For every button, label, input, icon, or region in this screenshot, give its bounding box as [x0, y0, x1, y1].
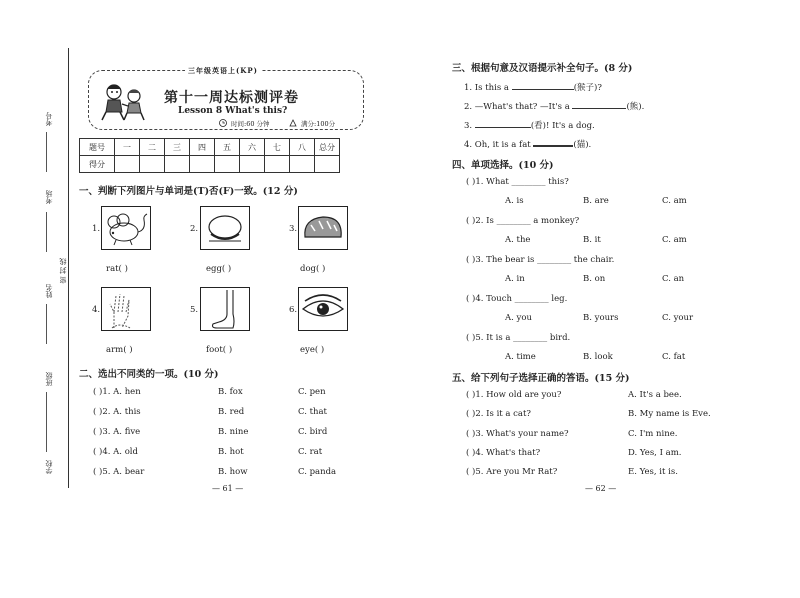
blank-school [46, 412, 47, 452]
hand-icon [102, 288, 150, 330]
score-cell: 题号 [80, 139, 115, 156]
picture-frame [200, 206, 250, 250]
score-input-cell[interactable] [115, 156, 140, 173]
score-input-cell[interactable] [290, 156, 315, 173]
sentence-part: 3. [464, 121, 475, 131]
option-b: B. are [583, 196, 609, 206]
option-c: C. rat [298, 447, 323, 457]
score-input-cell[interactable] [265, 156, 290, 173]
blank-exam-room [46, 212, 47, 252]
option-c: C. your [662, 313, 694, 323]
option-c: C. pen [298, 387, 326, 397]
picture-frame [298, 287, 348, 331]
sentence-part: 4. Oh, it is a fat [464, 140, 534, 150]
score-cell: 五 [215, 139, 240, 156]
option-c: C. panda [298, 467, 337, 477]
score-input-cell[interactable] [190, 156, 215, 173]
option-a: A. is [505, 196, 524, 206]
picture-frame [298, 206, 348, 250]
question-stem[interactable]: ( )1. A. hen [93, 387, 141, 397]
score-table-score-row [80, 156, 340, 173]
sentence-part: (熊). [626, 102, 645, 112]
egg-icon [201, 207, 249, 249]
option-c: C. am [662, 235, 687, 245]
fill-sentence [464, 100, 644, 112]
answer-blank[interactable] [533, 145, 573, 147]
option-c: C. bird [298, 427, 328, 437]
score-cell: 二 [140, 139, 165, 156]
option-a: A. the [505, 235, 531, 245]
sentence-part: (猴子)? [573, 83, 602, 93]
score-cell: 八 [290, 139, 315, 156]
answer-option: C. I'm nine. [628, 429, 678, 439]
clock-icon [218, 119, 230, 127]
mouse-icon [102, 207, 150, 249]
score-cell: 七 [265, 139, 290, 156]
option-b: B. look [583, 352, 613, 362]
score-table-header-row [80, 139, 340, 156]
item-number: 3. [289, 224, 298, 234]
option-b: B. fox [218, 387, 243, 397]
lesson-subtitle: Lesson 8 What's this? [178, 106, 288, 116]
word-choice[interactable]: rat( ) [106, 264, 128, 274]
score-input-cell[interactable] [140, 156, 165, 173]
option-b: B. hot [218, 447, 244, 457]
section2-title: 二、选出不同类的一项。(10 分) [79, 369, 219, 380]
question-stem[interactable]: ( )5. Are you Mr Rat? [466, 467, 558, 477]
sentence-part: (猫). [573, 140, 592, 150]
label-exam-number: 考号 [45, 112, 53, 126]
label-exam-room: 考场 [45, 190, 53, 204]
question-stem[interactable]: ( )3. A. five [93, 427, 141, 437]
section3-title: 三、根据句意及汉语提示补全句子。(8 分) [452, 63, 633, 74]
answer-option: A. It's a bee. [628, 390, 682, 400]
sentence-part: 2. —What's that? —It's a [464, 102, 573, 112]
question-stem[interactable]: ( )4. A. old [93, 447, 138, 457]
question-stem[interactable]: ( )5. A. bear [93, 467, 145, 477]
option-c: C. am [662, 196, 687, 206]
answer-blank[interactable] [512, 89, 574, 90]
picture-frame [101, 287, 151, 331]
fill-sentence [464, 119, 595, 131]
fill-sentence [464, 138, 591, 150]
item-number: 2. [190, 224, 199, 234]
word-choice[interactable]: egg( ) [206, 264, 232, 274]
picture-frame [101, 206, 151, 250]
answer-blank[interactable] [572, 108, 626, 109]
word-choice[interactable]: foot( ) [206, 345, 233, 355]
item-number: 5. [190, 305, 199, 315]
question-stem[interactable]: ( )2. Is ________ a monkey? [466, 216, 580, 226]
answer-blank[interactable] [475, 127, 531, 128]
score-input-cell[interactable] [215, 156, 240, 173]
eye-icon [299, 288, 347, 330]
label-name: 姓名 [45, 284, 53, 298]
word-choice[interactable]: dog( ) [300, 264, 326, 274]
sentence-part: (看)! It's a dog. [530, 121, 595, 131]
blank-exam-number [46, 132, 47, 172]
grade-tag: 三年级英语上(KP) [185, 66, 261, 76]
score-cell: 一 [115, 139, 140, 156]
section1-title: 一、判断下列图片与单词是(T)否(F)一致。(12 分) [79, 186, 298, 197]
score-cell: 四 [190, 139, 215, 156]
option-c: C. an [662, 274, 685, 284]
picture-frame [200, 287, 250, 331]
question-stem[interactable]: ( )4. What's that? [466, 448, 541, 458]
full-score: 满分:100分 [301, 120, 336, 128]
score-input-cell[interactable] [240, 156, 265, 173]
answer-option: E. Yes, it is. [628, 467, 678, 477]
exam-time: 时间:60 分钟 [231, 120, 270, 128]
blank-name [46, 304, 47, 344]
option-b: B. how [218, 467, 248, 477]
word-choice[interactable]: arm( ) [106, 345, 133, 355]
word-choice[interactable]: eye( ) [300, 345, 325, 355]
item-number: 6. [289, 305, 298, 315]
score-cell: 三 [165, 139, 190, 156]
answer-option: B. My name is Eve. [628, 409, 711, 419]
bread-icon [299, 207, 347, 249]
cartoon-kids-icon [98, 78, 150, 122]
section5-title: 五、给下列句子选择正确的答语。(15 分) [452, 373, 630, 384]
item-number: 4. [92, 305, 101, 315]
leg-icon [201, 288, 249, 330]
score-table [79, 138, 340, 173]
score-input-cell[interactable] [165, 156, 190, 173]
option-b: B. nine [218, 427, 249, 437]
binding-line [68, 48, 69, 488]
question-stem[interactable]: ( )2. Is it a cat? [466, 409, 531, 419]
option-a: A. you [505, 313, 532, 323]
option-a: A. time [505, 352, 536, 362]
option-b: B. red [218, 407, 245, 417]
question-stem[interactable]: ( )4. Touch ________ leg. [466, 294, 568, 304]
option-c: C. fat [662, 352, 686, 362]
section4-title: 四、单项选择。(10 分) [452, 160, 554, 171]
label-seal-line: 密 封 线 [59, 258, 67, 284]
question-stem[interactable]: ( )3. What's your name? [466, 429, 569, 439]
page-number-right: — 62 — [585, 484, 617, 493]
option-b: B. on [583, 274, 606, 284]
option-b: B. it [583, 235, 601, 245]
score-icon [288, 119, 300, 127]
score-cell: 六 [240, 139, 265, 156]
option-c: C. that [298, 407, 327, 417]
question-stem[interactable]: ( )3. The bear is ________ the chair. [466, 255, 615, 265]
option-b: B. yours [583, 313, 619, 323]
option-a: A. in [505, 274, 525, 284]
item-number: 1. [92, 224, 101, 234]
question-stem[interactable]: ( )2. A. this [93, 407, 141, 417]
sentence-part: 1. Is this a [464, 83, 512, 93]
label-school: 学校 [45, 460, 53, 474]
score-cell: 得分 [80, 156, 115, 173]
answer-option: D. Yes, I am. [628, 448, 682, 458]
score-cell: 总分 [315, 139, 340, 156]
page-title: 第十一周达标测评卷 [164, 90, 299, 106]
question-stem[interactable]: ( )1. What ________ this? [466, 177, 569, 187]
question-stem[interactable]: ( )5. It is a ________ bird. [466, 333, 571, 343]
fill-sentence [464, 81, 602, 93]
page-number-left: — 61 — [212, 484, 244, 493]
label-class: 班级 [45, 372, 53, 386]
score-input-cell[interactable] [315, 156, 340, 173]
question-stem[interactable]: ( )1. How old are you? [466, 390, 562, 400]
